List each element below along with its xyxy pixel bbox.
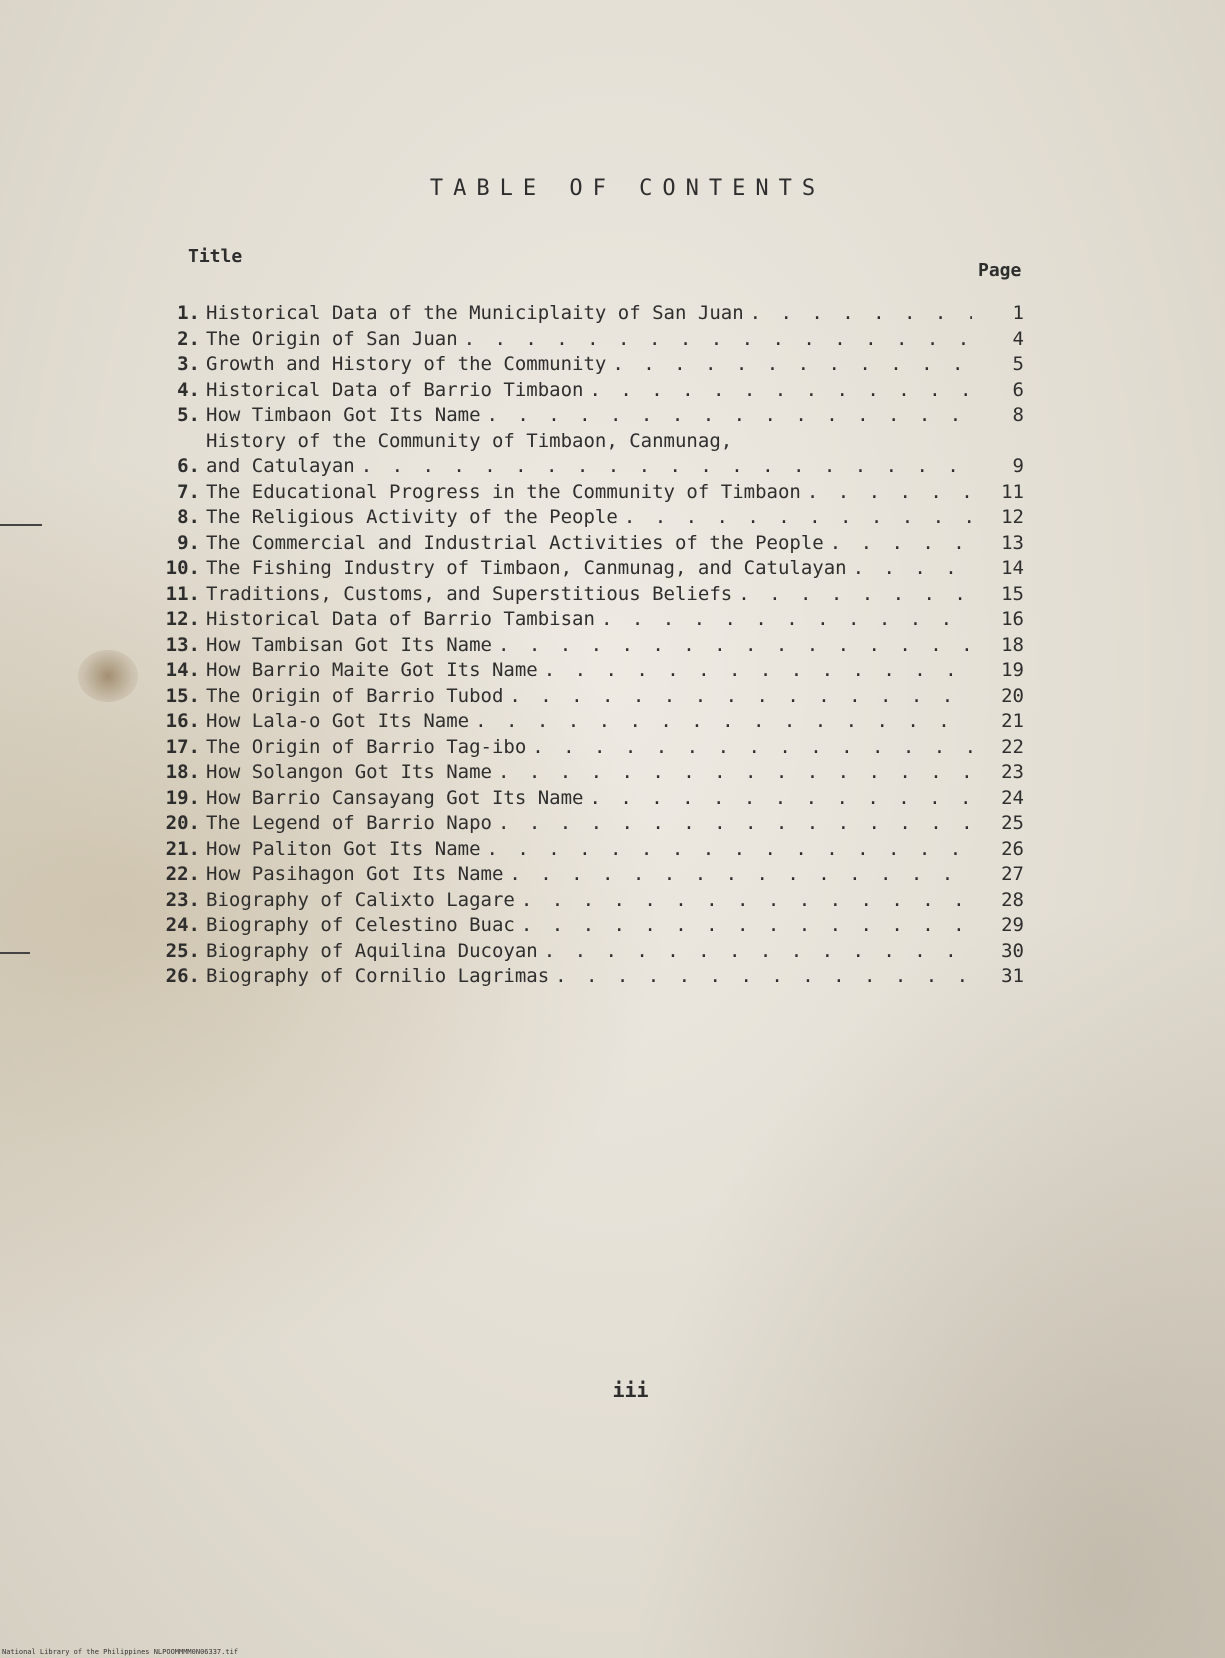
toc-entry xyxy=(164,939,1024,965)
toc-entry-title: The Commercial and Industrial Activities of the People xyxy=(206,531,824,554)
toc-entry-number: 16. xyxy=(165,710,200,732)
toc-entry-line xyxy=(206,454,972,480)
toc-entry-page: 26 xyxy=(1001,837,1024,860)
toc-entry-line xyxy=(206,480,972,506)
toc-entry xyxy=(164,760,1024,786)
toc-entry-number: 21. xyxy=(165,837,200,860)
toc-entry-text-wrap xyxy=(206,505,972,531)
paper-stain xyxy=(78,650,138,702)
toc-entry-page: 8 xyxy=(1012,404,1024,426)
toc-leader-dots xyxy=(503,684,972,710)
toc-entry-text-wrap xyxy=(206,378,972,404)
toc-entry-text-wrap xyxy=(206,939,972,965)
toc-entry-number: 12. xyxy=(165,608,200,630)
toc-entry-title: Historical Data of Barrio Tambisan xyxy=(206,608,595,630)
toc-entry-line xyxy=(206,786,972,812)
toc-entry-line xyxy=(206,913,972,939)
toc-entry-text-wrap xyxy=(206,633,972,659)
toc-leader-dots xyxy=(538,939,972,965)
toc-entry xyxy=(164,658,1024,684)
toc-entry-page: 4 xyxy=(1012,327,1024,350)
toc-leader-dots xyxy=(584,786,973,812)
toc-entry-text-wrap xyxy=(206,531,972,557)
toc-entry-page: 6 xyxy=(1012,378,1024,401)
toc-entry-title: How Paliton Got Its Name xyxy=(206,837,481,860)
toc-entry-title: The Fishing Industry of Timbaon, Canmunag, and Catulayan xyxy=(206,557,847,579)
toc-entry-number: 24. xyxy=(165,914,200,936)
toc-leader-dots xyxy=(492,811,972,837)
toc-entry-line xyxy=(206,378,972,404)
toc-entry-text-wrap xyxy=(206,429,972,480)
toc-entry-text-wrap xyxy=(206,888,972,914)
toc-entry-line xyxy=(206,327,972,353)
toc-entry-page: 19 xyxy=(1001,659,1024,681)
toc-entry-number: 7. xyxy=(177,480,200,503)
toc-entry-title: The Religious Activity of the People xyxy=(206,506,618,528)
toc-entry-line xyxy=(206,760,972,786)
toc-entry-title: Growth and History of the Community xyxy=(206,353,607,375)
toc-entry-text-wrap xyxy=(206,403,972,429)
toc-entry-page: 20 xyxy=(1001,684,1024,707)
toc-leader-dots xyxy=(481,837,972,863)
toc-entry-number: 5. xyxy=(177,404,200,426)
toc-entry-text-wrap xyxy=(206,913,972,939)
toc-leader-dots xyxy=(824,531,972,557)
toc-entry-page: 13 xyxy=(1001,531,1024,554)
toc-leader-dots xyxy=(744,301,972,327)
toc-entry-text-wrap xyxy=(206,327,972,353)
toc-entry-line xyxy=(206,964,972,990)
toc-entry-number: 15. xyxy=(165,684,200,707)
toc-entry-number: 25. xyxy=(165,939,200,962)
toc-entry-title: How Lala-o Got Its Name xyxy=(206,710,470,732)
toc-entry-page: 21 xyxy=(1001,710,1024,732)
toc-entry-text-wrap xyxy=(206,709,972,735)
toc-entry-page: 23 xyxy=(1001,761,1024,783)
toc-entry-number: 19. xyxy=(165,786,200,809)
toc-entry-line xyxy=(206,505,972,531)
toc-leader-dots xyxy=(847,556,972,582)
toc-entry-page: 11 xyxy=(1001,480,1024,503)
toc-entry-text-wrap xyxy=(206,811,972,837)
toc-entry-text-wrap xyxy=(206,837,972,863)
table-of-contents xyxy=(164,301,1024,990)
toc-leader-dots xyxy=(732,582,972,608)
toc-leader-dots xyxy=(492,633,972,659)
toc-entry xyxy=(164,888,1024,914)
toc-leader-dots xyxy=(595,607,972,633)
toc-entry-page: 30 xyxy=(1001,939,1024,962)
toc-entry-line xyxy=(206,888,972,914)
toc-entry xyxy=(164,352,1024,378)
toc-entry-title-line1: History of the Community of Timbaon, Canmunag, xyxy=(206,429,733,452)
toc-entry-line xyxy=(206,301,972,327)
toc-entry xyxy=(164,556,1024,582)
toc-entry-title: How Barrio Maite Got Its Name xyxy=(206,659,538,681)
toc-entry-page: 14 xyxy=(1001,557,1024,579)
toc-entry-title: The Legend of Barrio Napo xyxy=(206,812,492,834)
toc-entry-number: 10. xyxy=(165,557,200,579)
toc-entry-title: The Origin of Barrio Tubod xyxy=(206,684,504,707)
document-title: TABLE OF CONTENTS xyxy=(429,176,826,201)
toc-entry-line xyxy=(206,939,972,965)
toc-entry-text-wrap xyxy=(206,735,972,761)
toc-entry-text-wrap xyxy=(206,658,972,684)
toc-leader-dots xyxy=(481,403,972,429)
toc-leader-dots xyxy=(515,913,972,939)
toc-entry xyxy=(164,811,1024,837)
toc-entry-page: 15 xyxy=(1001,582,1024,605)
toc-entry-number: 6. xyxy=(177,455,200,477)
toc-leader-dots xyxy=(801,480,972,506)
toc-leader-dots xyxy=(549,964,972,990)
toc-entry-text-wrap xyxy=(206,862,972,888)
toc-entry-number: 26. xyxy=(165,965,200,987)
toc-entry-text-wrap xyxy=(206,964,972,990)
margin-mark xyxy=(0,952,30,954)
toc-entry-line xyxy=(206,582,972,608)
toc-entry-title: Historical Data of the Municiplaity of San Juan xyxy=(206,302,744,324)
toc-entry xyxy=(164,862,1024,888)
toc-entry-page: 9 xyxy=(1012,455,1024,477)
toc-entry xyxy=(164,633,1024,659)
toc-entry-line xyxy=(206,862,972,888)
toc-entry-text-wrap xyxy=(206,786,972,812)
scan-footer: National Library of the Philippines NLPOOMMMM0N06337.tif xyxy=(2,1648,239,1656)
toc-entry-text-wrap xyxy=(206,480,972,506)
toc-entry xyxy=(164,837,1024,863)
toc-entry-page: 1 xyxy=(1012,302,1024,324)
toc-entry xyxy=(164,505,1024,531)
toc-entry-text-wrap xyxy=(206,684,972,710)
toc-entry-title: How Tambisan Got Its Name xyxy=(206,633,492,656)
toc-entry-title: Biography of Cornilio Lagrimas xyxy=(206,965,550,987)
toc-entry-line xyxy=(206,607,972,633)
toc-entry-text-wrap xyxy=(206,760,972,786)
toc-entry-title: Biography of Celestino Buac xyxy=(206,914,515,936)
toc-entry-title: How Pasihagon Got Its Name xyxy=(206,863,504,885)
toc-entry-page: 18 xyxy=(1001,633,1024,656)
toc-entry-number: 4. xyxy=(177,378,200,401)
toc-entry xyxy=(164,429,1024,480)
toc-leader-dots xyxy=(492,760,972,786)
toc-entry-page: 16 xyxy=(1001,608,1024,630)
toc-entry-page: 28 xyxy=(1001,888,1024,911)
toc-entry xyxy=(164,480,1024,506)
toc-entry-page: 24 xyxy=(1001,786,1024,809)
toc-entry-page: 25 xyxy=(1001,812,1024,834)
toc-entry-number: 20. xyxy=(165,812,200,834)
toc-entry-line xyxy=(206,633,972,659)
toc-entry-line xyxy=(206,811,972,837)
toc-entry-page: 31 xyxy=(1001,965,1024,987)
toc-entry-title: and Catulayan xyxy=(206,455,355,477)
toc-entry-page: 5 xyxy=(1012,353,1024,375)
toc-entry-page: 27 xyxy=(1001,863,1024,885)
toc-entry-line xyxy=(206,837,972,863)
toc-entry-title: Historical Data of Barrio Timbaon xyxy=(206,378,584,401)
toc-leader-dots xyxy=(458,327,972,353)
toc-entry-number: 17. xyxy=(165,735,200,758)
toc-leader-dots xyxy=(606,352,972,378)
toc-leader-dots xyxy=(515,888,972,914)
toc-entry-line xyxy=(206,352,972,378)
margin-mark xyxy=(0,524,42,526)
toc-entry-title: Biography of Calixto Lagare xyxy=(206,888,515,911)
toc-entry-page: 12 xyxy=(1001,506,1024,528)
toc-entry-title: Traditions, Customs, and Superstitious Beliefs xyxy=(206,582,733,605)
column-header-page: Page xyxy=(978,260,1022,281)
toc-entry-title: The Educational Progress in the Community of Timbaon xyxy=(206,480,801,503)
toc-entry xyxy=(164,786,1024,812)
toc-entry-number: 13. xyxy=(165,633,200,656)
toc-entry-number: 2. xyxy=(177,327,200,350)
toc-entry-number: 14. xyxy=(165,659,200,681)
toc-entry-text-wrap xyxy=(206,352,972,378)
toc-entry-line xyxy=(206,709,972,735)
toc-entry xyxy=(164,327,1024,353)
toc-leader-dots xyxy=(503,862,972,888)
toc-entry xyxy=(164,913,1024,939)
toc-entry-number: 23. xyxy=(165,888,200,911)
page-number: iii xyxy=(612,1378,649,1402)
toc-entry-line xyxy=(206,556,972,582)
toc-leader-dots xyxy=(526,735,972,761)
toc-entry-title: Biography of Aquilina Ducoyan xyxy=(206,939,538,962)
toc-entry xyxy=(164,607,1024,633)
toc-entry-number: 18. xyxy=(165,761,200,783)
toc-entry xyxy=(164,735,1024,761)
toc-entry-text-wrap xyxy=(206,301,972,327)
toc-leader-dots xyxy=(618,505,972,531)
toc-entry-line xyxy=(206,735,972,761)
toc-entry-title: How Barrio Cansayang Got Its Name xyxy=(206,786,584,809)
toc-entry-title: How Timbaon Got Its Name xyxy=(206,404,481,426)
toc-entry-text-wrap xyxy=(206,607,972,633)
toc-entry-number: 11. xyxy=(165,582,200,605)
toc-entry-title: How Solangon Got Its Name xyxy=(206,761,492,783)
toc-entry-text-wrap xyxy=(206,556,972,582)
toc-entry-number: 9. xyxy=(177,531,200,554)
toc-entry-number: 22. xyxy=(165,863,200,885)
toc-entry-line xyxy=(206,684,972,710)
toc-entry xyxy=(164,709,1024,735)
toc-entry xyxy=(164,301,1024,327)
toc-entry-page: 22 xyxy=(1001,735,1024,758)
toc-entry xyxy=(164,964,1024,990)
toc-entry-title: The Origin of San Juan xyxy=(206,327,458,350)
toc-entry-number: 1. xyxy=(177,302,200,324)
toc-leader-dots xyxy=(355,454,972,480)
toc-entry xyxy=(164,531,1024,557)
toc-leader-dots xyxy=(538,658,972,684)
toc-leader-dots xyxy=(469,709,972,735)
toc-entry-line xyxy=(206,531,972,557)
toc-entry xyxy=(164,582,1024,608)
toc-entry-line xyxy=(206,403,972,429)
toc-entry xyxy=(164,378,1024,404)
toc-leader-dots xyxy=(584,378,973,404)
toc-entry-page: 29 xyxy=(1001,914,1024,936)
toc-entry-title: The Origin of Barrio Tag-ibo xyxy=(206,735,527,758)
toc-entry xyxy=(164,684,1024,710)
column-header-title: Title xyxy=(188,246,243,267)
toc-entry-line xyxy=(206,658,972,684)
toc-entry-number: 8. xyxy=(177,506,200,528)
toc-entry xyxy=(164,403,1024,429)
toc-entry-number: 3. xyxy=(177,353,200,375)
toc-entry-text-wrap xyxy=(206,582,972,608)
